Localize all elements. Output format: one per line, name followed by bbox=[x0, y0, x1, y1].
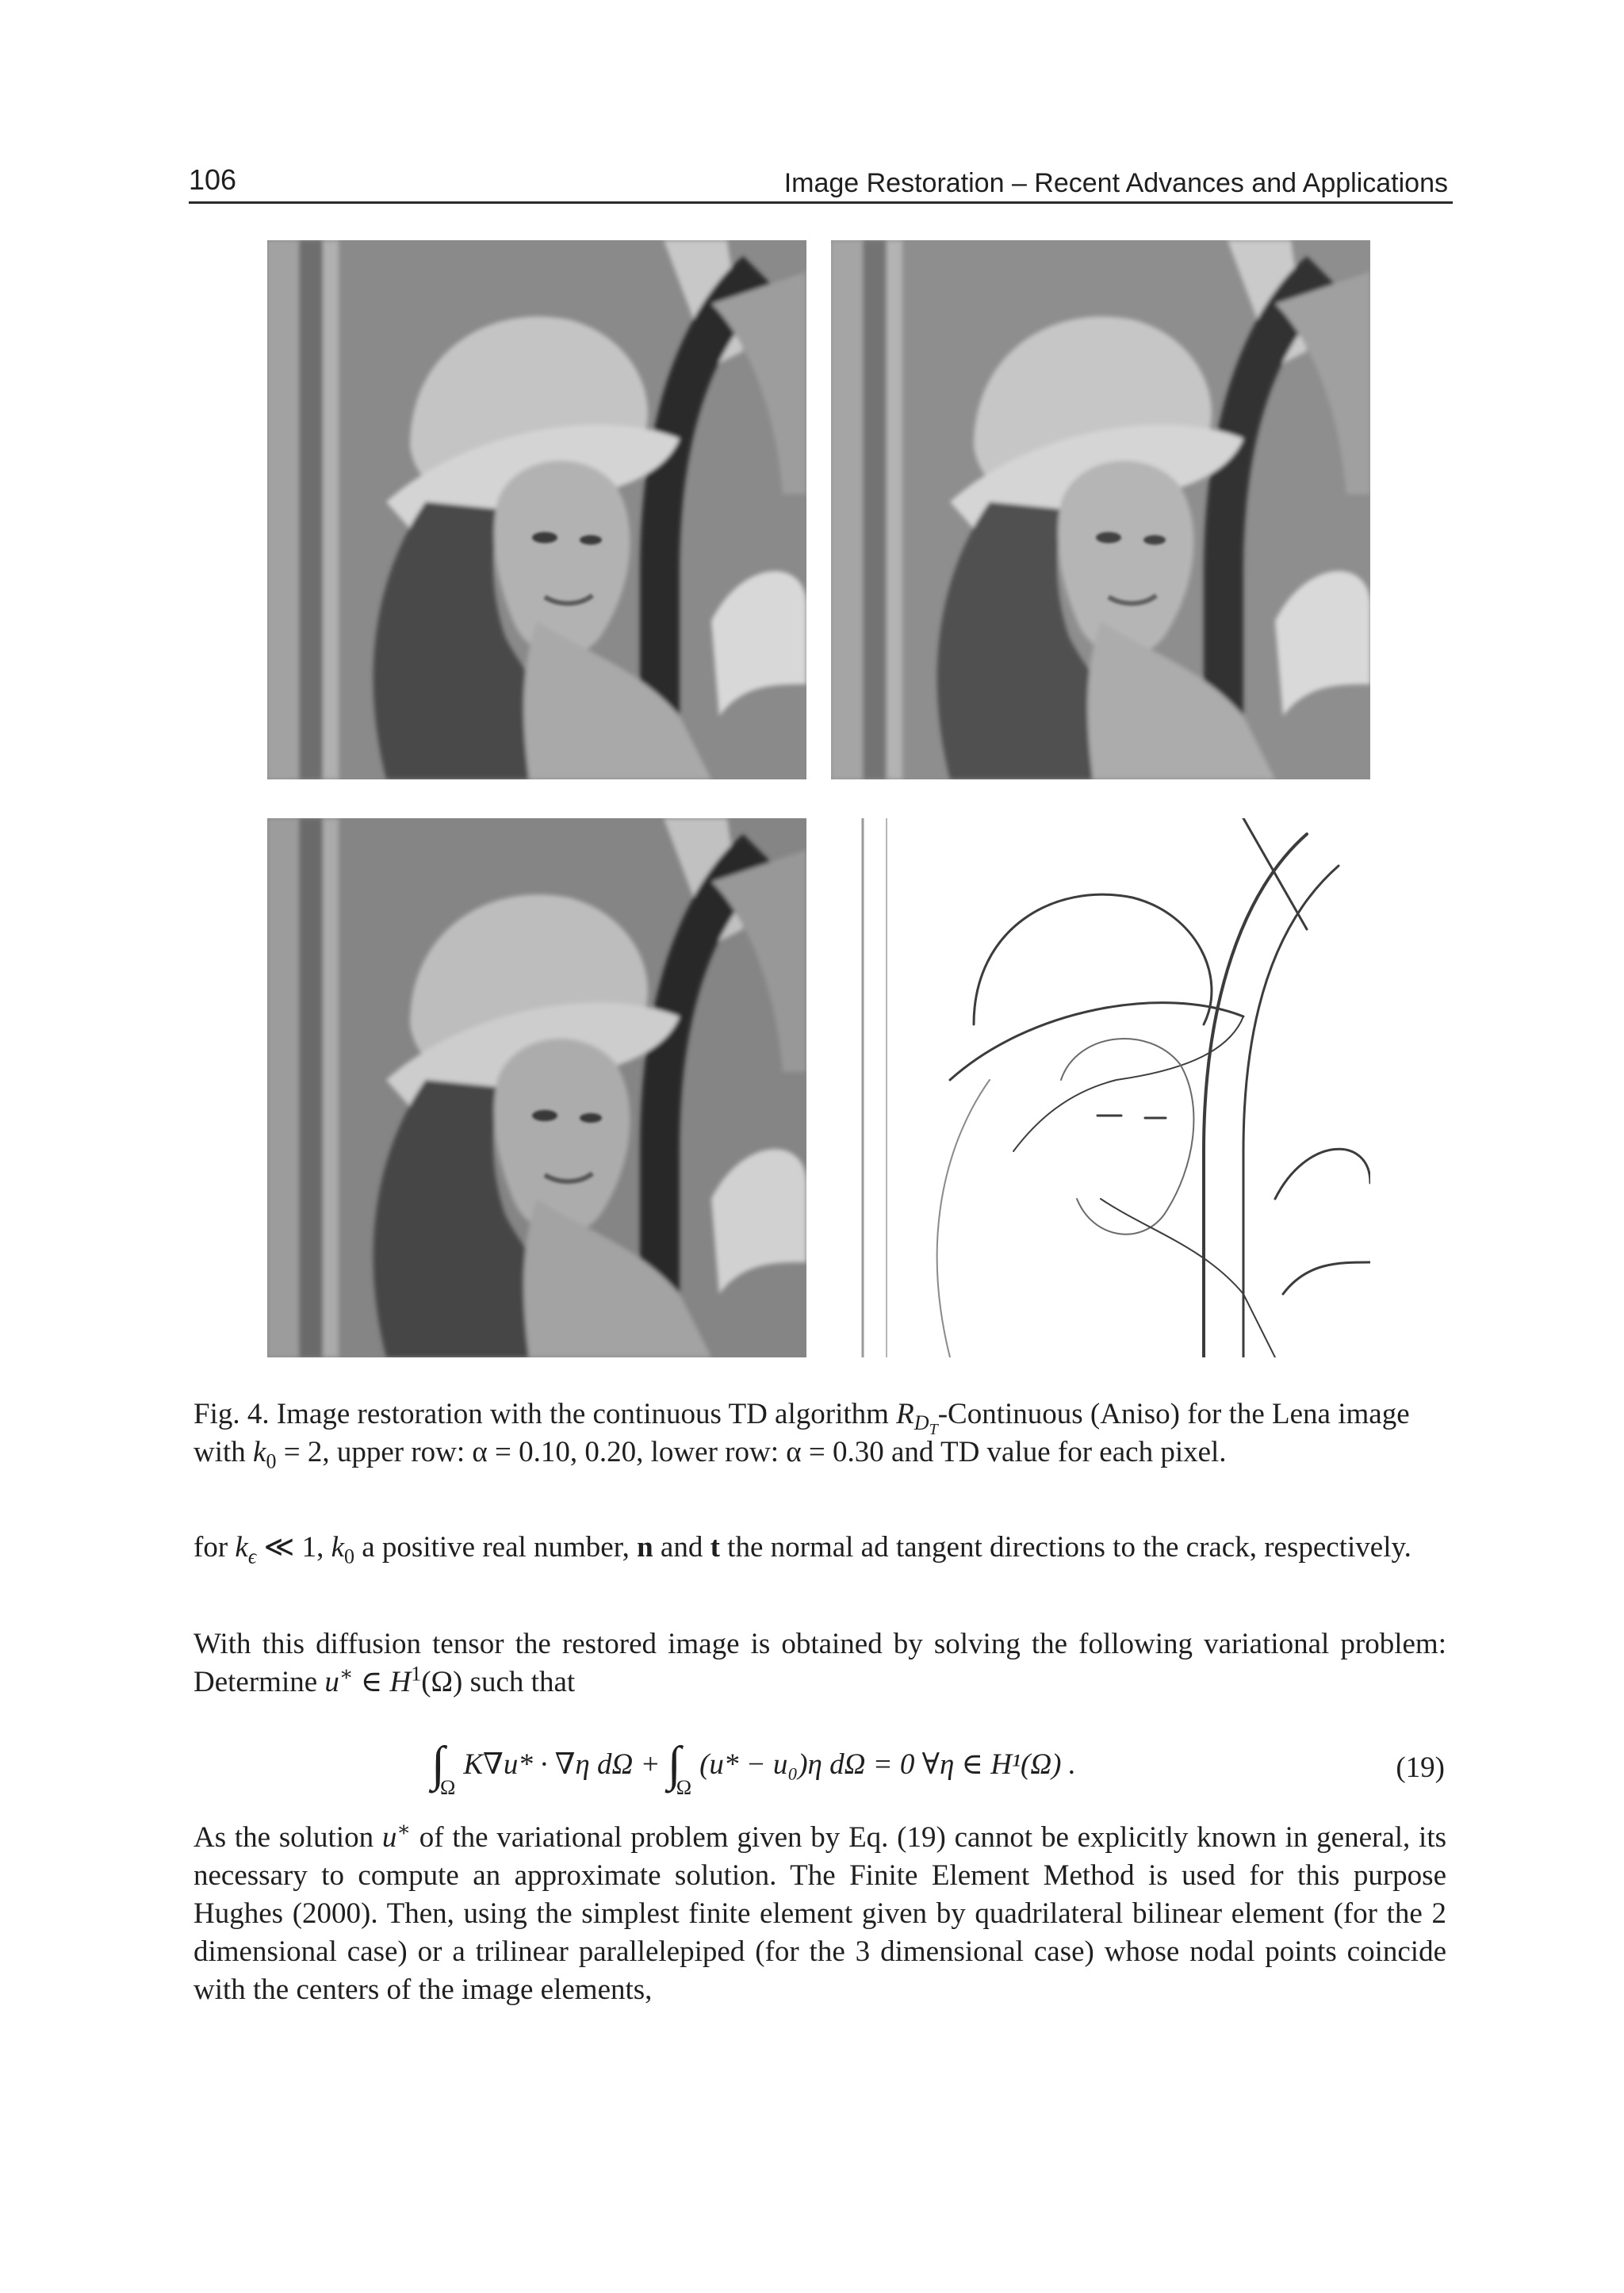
integral-domain: Ω bbox=[439, 1776, 456, 1799]
figure-panel-alpha-0-10 bbox=[267, 240, 806, 779]
integral-domain: Ω bbox=[676, 1776, 692, 1799]
paragraph-variational-problem: With this diffusion tensor the restored image is obtained by solving the following variational problem: Determine u∗ ∈ $H^1(\Omega)$ such that bbox=[193, 1628, 1446, 1698]
paragraph-crack-directions: for $k_\epsilon$ ≪ 1, $k_0$ a positive real number, n and t the normal ad tangent directions to the crack, respectively. bbox=[193, 1531, 1411, 1568]
figure-panel-alpha-0-20 bbox=[831, 240, 1370, 779]
paragraph-finite-element: As the solution u∗ of the variational problem given by Eq. (19) cannot be explicitly known in general, its necessary to compute an approximate solution. The Finite Element Method is used for this purpose Hughes (2000). Then, using the simplest finite element given by quadrilateral bilinear element (for the 2 dimensional case) or a trilinear parallelepiped (for the 3 dimensional case) whose nodal points coincide with the centers of the image elements, bbox=[193, 1817, 1446, 2006]
equation-term-1: K∇u* · ∇η dΩ + bbox=[463, 1748, 661, 1781]
integral-sign: ∫ bbox=[667, 1736, 681, 1791]
page-number: 106 bbox=[189, 163, 237, 196]
figure-panel-td-values bbox=[831, 818, 1370, 1357]
integral-sign: ∫ bbox=[431, 1736, 445, 1791]
running-title: Image Restoration – Recent Advances and Applications bbox=[783, 168, 1448, 198]
equation-number: (19) bbox=[1396, 1751, 1445, 1784]
equation-19 bbox=[193, 1735, 1446, 1808]
figure-caption: Fig. 4. Image restoration with the continuous TD algorithm $R_{D_T}$-Continuous (Aniso) for the Lena image with $k_0 = 2$, upper row: α = 0.10, 0.20, lower row: α = 0.30 and TD value for each pixel. bbox=[193, 1398, 1410, 1473]
equation-term-2: (u* − u₀)η dΩ = 0 ∀η ∈ H¹(Ω) . bbox=[699, 1748, 1076, 1781]
figure-panel-alpha-0-30 bbox=[267, 818, 806, 1357]
page-header bbox=[189, 163, 1453, 204]
